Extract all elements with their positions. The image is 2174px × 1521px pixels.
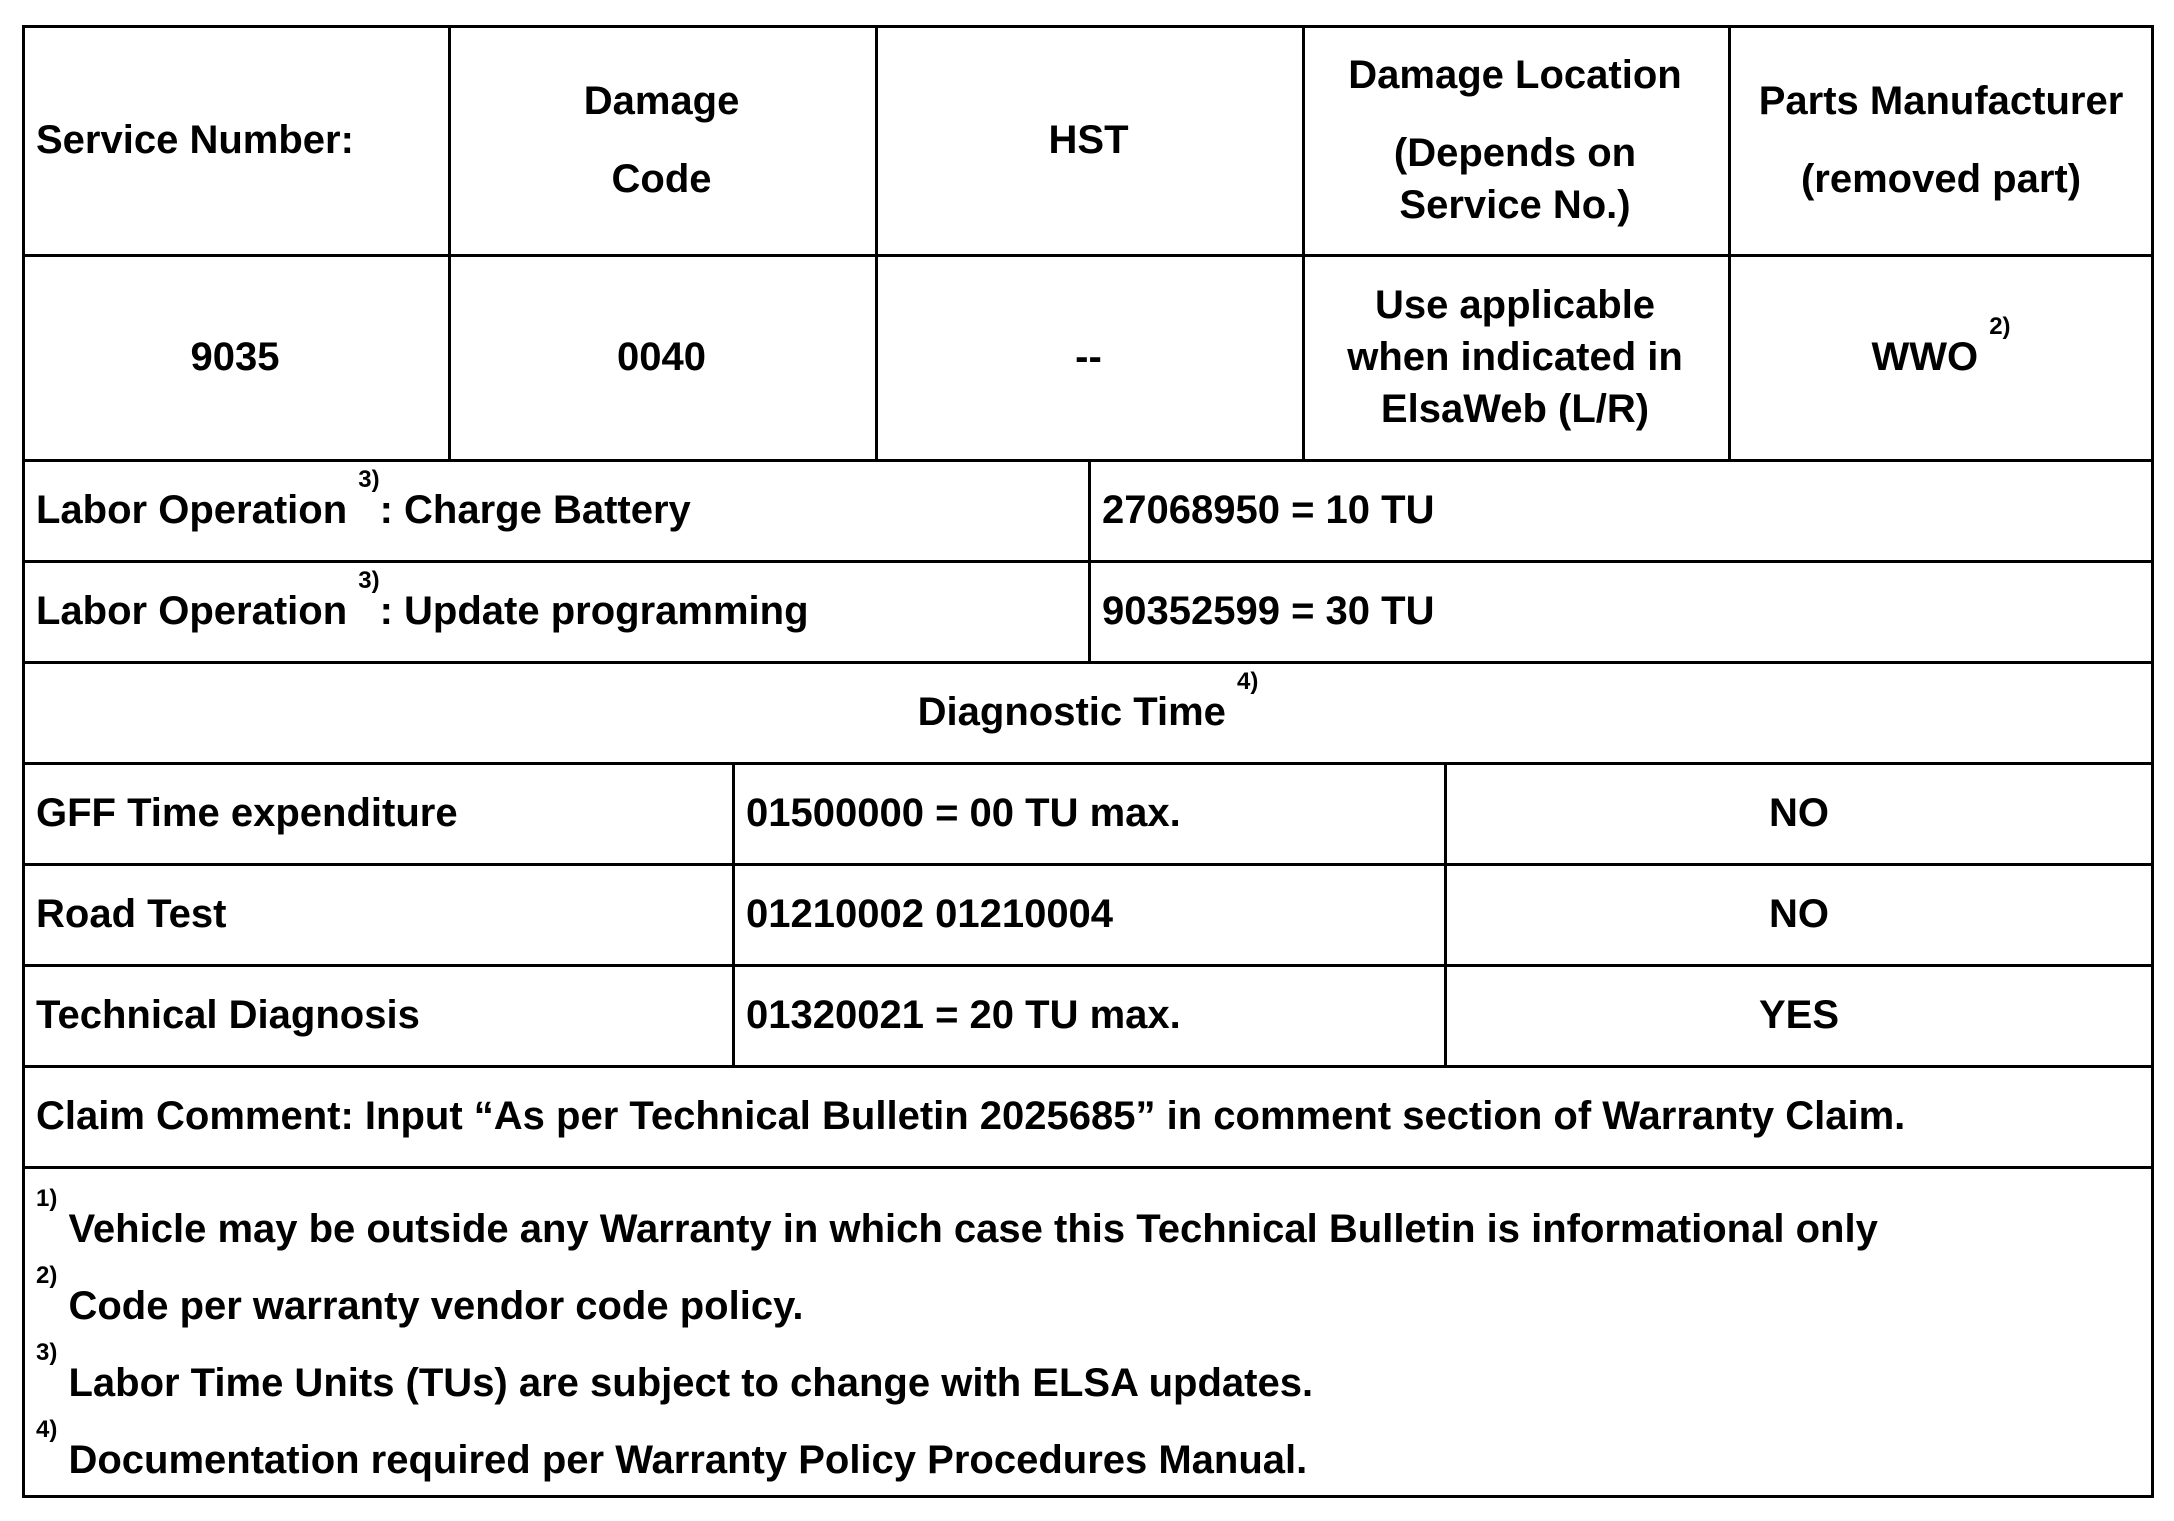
header-service-number — [22, 25, 448, 254]
header-service-number-label: Service Number: — [36, 117, 354, 162]
rule-comment-bottom — [22, 1166, 2154, 1169]
diag-row-1-code — [732, 762, 1444, 863]
labor-row-2-code-text: 90352599 = 30 TU — [1102, 588, 1435, 633]
header-damage-location-line1: Damage Location — [1348, 52, 1682, 97]
footnote-2 — [36, 1262, 804, 1332]
footnote-ref-4: 4) — [1237, 667, 1259, 695]
labor-row-1-desc — [22, 459, 1088, 560]
diagnostic-time-title — [22, 661, 2154, 762]
diagnostic-time-title-text: Diagnostic Time — [917, 689, 1237, 734]
diag-row-2-flag — [1444, 863, 2154, 964]
claim-comment — [22, 1065, 2154, 1166]
diag-row-1-flag-text: NO — [1769, 790, 1829, 835]
value-damage-code — [448, 254, 875, 459]
footnote-ref-3: 3) — [358, 566, 380, 594]
labor-row-1-code — [1088, 459, 2154, 560]
value-parts-manufacturer-text: WWO — [1871, 334, 1979, 379]
diag-row-1-name-text: GFF Time expenditure — [36, 790, 458, 835]
diag-row-1-flag — [1444, 762, 2154, 863]
diag-row-2-code-text: 01210002 01210004 — [746, 891, 1114, 936]
diag-row-3-flag-text: YES — [1758, 992, 1840, 1037]
value-hst — [875, 254, 1302, 459]
labor-row-1-prefix: Labor Operation — [36, 487, 359, 532]
labor-row-2-description: : Update programming — [379, 588, 809, 633]
value-damage-location-line2: when indicated in — [1347, 334, 1683, 379]
diag-row-2-flag-text: NO — [1769, 891, 1829, 936]
header-damage-code-line2: Code — [611, 156, 712, 201]
header-damage-location — [1302, 25, 1728, 254]
claim-comment-text: Claim Comment: Input “As per Technical Bulletin 2025685” in comment section of Warranty Claim. — [36, 1093, 1906, 1138]
value-hst-text: -- — [1075, 334, 1102, 379]
value-damage-location — [1302, 254, 1728, 459]
footnote-4-mark: 4) — [36, 1416, 58, 1443]
diag-row-2-name — [22, 863, 732, 964]
header-damage-location-line3: Service No.) — [1399, 182, 1631, 227]
header-hst — [875, 25, 1302, 254]
value-damage-location-line1: Use applicable — [1374, 282, 1656, 327]
value-damage-code-text: 0040 — [617, 334, 706, 379]
diag-row-3-code — [732, 964, 1444, 1065]
labor-row-2-code — [1088, 560, 2154, 661]
footnote-4 — [36, 1416, 1308, 1486]
header-parts-manufacturer — [1728, 25, 2154, 254]
value-parts-manufacturer — [1728, 254, 2154, 459]
value-service-number — [22, 254, 448, 459]
value-damage-location-line3: ElsaWeb (L/R) — [1380, 386, 1650, 431]
header-parts-manufacturer-line2: (removed part) — [1800, 156, 2082, 201]
footnote-2-mark: 2) — [36, 1262, 58, 1289]
labor-row-2-prefix: Labor Operation — [36, 588, 359, 633]
diag-row-3-name — [22, 964, 732, 1065]
footnote-1 — [36, 1185, 1878, 1255]
labor-row-1-description: : Charge Battery — [379, 487, 691, 532]
footnote-ref-3: 3) — [358, 465, 380, 493]
footnote-1-text: Vehicle may be outside any Warranty in which case this Technical Bulletin is informational only — [57, 1207, 1878, 1251]
diag-row-1-name — [22, 762, 732, 863]
footnote-ref-2: 2) — [1989, 312, 2011, 340]
header-damage-code-line1: Damage — [583, 78, 740, 123]
footnote-3-mark: 3) — [36, 1339, 58, 1366]
labor-row-2-desc — [22, 560, 1088, 661]
diag-row-1-code-text: 01500000 = 00 TU max. — [746, 790, 1181, 835]
header-damage-code — [448, 25, 875, 254]
footnote-3 — [36, 1339, 1314, 1409]
footnote-4-text: Documentation required per Warranty Policy Procedures Manual. — [57, 1438, 1308, 1482]
diag-row-2-code — [732, 863, 1444, 964]
diag-row-3-name-text: Technical Diagnosis — [36, 992, 420, 1037]
header-parts-manufacturer-line1: Parts Manufacturer — [1758, 78, 2124, 123]
value-service-number-text: 9035 — [190, 334, 280, 379]
footnote-3-text: Labor Time Units (TUs) are subject to change with ELSA updates. — [57, 1361, 1314, 1405]
labor-row-1-code-text: 27068950 = 10 TU — [1102, 487, 1435, 532]
diag-row-3-flag — [1444, 964, 2154, 1065]
footnote-1-mark: 1) — [36, 1185, 58, 1212]
diag-row-2-name-text: Road Test — [36, 891, 227, 936]
header-hst-label: HST — [1048, 117, 1129, 162]
diag-row-3-code-text: 01320021 = 20 TU max. — [746, 992, 1181, 1037]
header-damage-location-line2: (Depends on — [1393, 130, 1637, 175]
footnote-2-text: Code per warranty vendor code policy. — [57, 1284, 804, 1328]
